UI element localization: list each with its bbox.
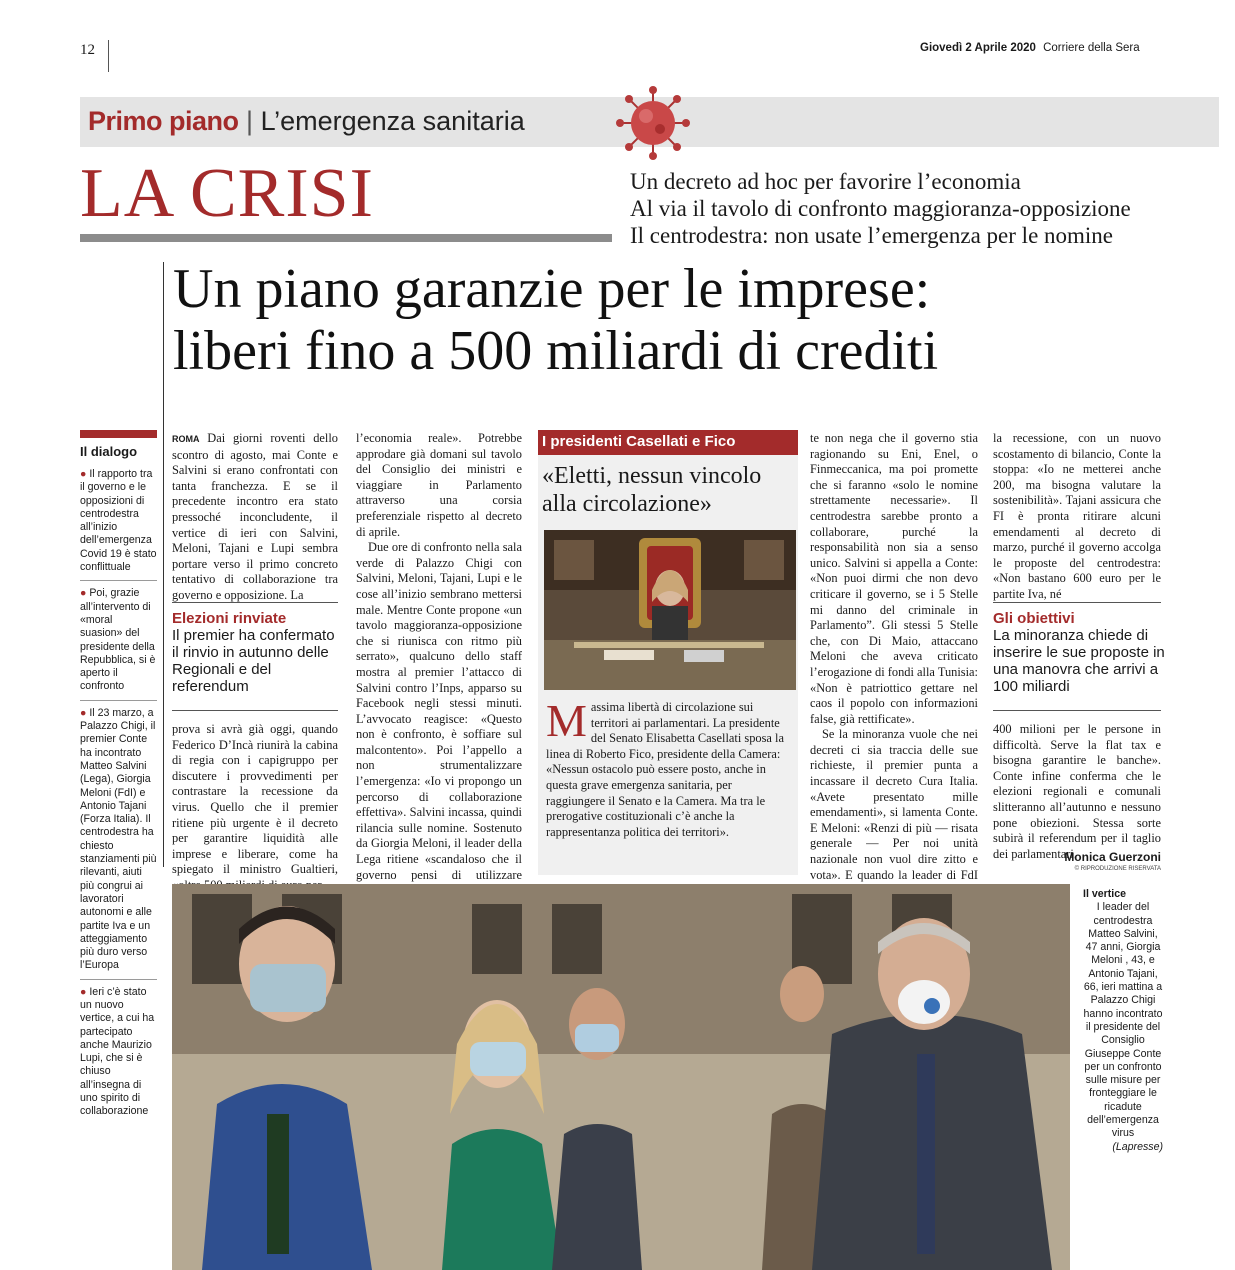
article-paragraph: Se la minoranza vuole che nei decreti ci sia traccia delle sue richieste, il premier punta a incassare il decreto Cura Italia. «Avete presentato mille emendamenti», si lamenta Conte. E Meloni: «Renzi di più — risata generale — Per noi unità nazionale non vuol dire zitto e vota». E quando la leader di FdI <box>810 727 978 882</box>
article-text: prova si avrà già oggi, quando Federico D’Incà riunirà la cabina di regia con i capigruppo per discutere i provvedimenti per contrastare la recessione da virus. Quello che il premier ritiene più urgente è il decreto per garantire liquidità alle imprese e liberare, come ha spiegato il ministro Gualtieri, <box>172 722 338 877</box>
sidebar-item <box>80 986 157 1125</box>
header-date <box>920 42 1140 54</box>
bullet-icon: ● <box>80 985 87 998</box>
sidebar-item-text: Poi, grazie all’intervento di «moral suasion» del presidente della Repubblica, si è aperto il confronto <box>80 587 156 693</box>
box-obiettivi <box>993 610 1165 695</box>
inset-box <box>538 430 798 875</box>
rights-notice: © RIPRODUZIONE RISERVATA <box>1074 866 1161 872</box>
photo-caption <box>1083 888 1163 1154</box>
dropcap: M <box>546 695 587 746</box>
headline-rule <box>163 262 164 867</box>
sidebar-item-text: Il 23 marzo, a Palazzo Chigi, il premier Conte ha incontrato Matteo Salvini (Lega), Giorgia Meloni (FdI) e Antonio Tajani (Forza Italia). Il centrodestra ha chiesto stanziamenti più rilevanti, aiuti più congrui ai lavoratori autonomi e alle partite Iva e un atteggiamento più duro verso l’Europa <box>80 706 157 972</box>
inset-title: «Eletti, nessun vincolo alla circolazione» <box>542 463 762 517</box>
virus-icon <box>612 85 694 161</box>
sidebar-item-text: Il rapporto tra il governo e le opposizioni di centrodestra all’inizio dell’emergenza Covid 19 è stato conflittuale <box>80 468 157 574</box>
bullet-icon: ● <box>80 468 87 480</box>
dateline: ROMA <box>172 434 200 444</box>
article-column-5b <box>993 722 1161 862</box>
headline <box>173 258 938 382</box>
box-elezioni <box>172 610 342 695</box>
section-separator: | <box>246 106 254 136</box>
box2-rule-bottom <box>993 710 1161 711</box>
section-topic: L’emergenza sanitaria <box>260 106 525 136</box>
page-number: 12 <box>80 42 95 58</box>
inset-kicker: I presidenti Casellati e Fico <box>538 430 798 455</box>
sidebar-list <box>80 468 157 1131</box>
kicker-underline <box>80 234 612 242</box>
article-column-1b <box>172 722 338 894</box>
article-paragraph: l’economia reale». Potrebbe approdare già domani sul tavolo del Consiglio dei ministri e viaggiare in Parlamento attraverso una corsia preferenziale rispetto al decreto di aprile. <box>356 431 522 539</box>
date-text: Giovedì 2 Aprile 2020 <box>920 42 1036 54</box>
headline-line-2: liberi fino a 500 miliardi di crediti <box>173 320 939 382</box>
box-title: Elezioni rinviate <box>172 610 287 627</box>
inset-text: assima libertà di circolazione sui territori ai parlamentari. La presidente del Senato Elisabetta Casellati sposa la linea di Roberto Fico, presidente della Camera: «Nessun ostacolo può essere posto, anche in questa grave emergenza sanitaria, per raggiungere il Senato e la Camera. Ma tra le prerogative costituzionali c’è anche la rappresentanza politica dei territori». <box>546 700 784 839</box>
sidebar-item <box>80 707 157 980</box>
article-text: 400 milioni per le persone in difficoltà. Serve la flat tax e bisogna garantire le banche». Conte infine conferma che le elezioni regionali e comunali slitteranno all’autunno e nessuno pone obiezioni. Stessa sorte subirà il referendum per il taglio dei parlamentari. <box>993 722 1161 861</box>
header-divider <box>108 40 109 72</box>
paper-name: Corriere della Sera <box>1043 42 1140 54</box>
article-column-2 <box>356 431 522 914</box>
article-column-1a <box>172 431 338 604</box>
box-text: Il premier ha confermato il rinvio in autunno delle Regionali e del referendum <box>172 627 335 695</box>
article-column-5a <box>993 431 1161 603</box>
kicker-line-3: Il centrodestra: non usate l’emergenza per le nomine <box>630 223 1114 248</box>
section-label: Primo piano <box>88 106 239 136</box>
sidebar-item-text: Ieri c’è stato un nuovo vertice, a cui ha partecipato anche Maurizio Lupi, che si è chiuso all’insegna di uno spirito di collaborazione <box>80 985 155 1118</box>
caption-credit: (Lapresse) <box>1112 1140 1163 1153</box>
bullet-icon: ● <box>80 706 87 719</box>
headline-line-1: Un piano garanzie per le imprese: <box>173 258 931 320</box>
kicker-lines <box>630 168 1131 249</box>
article-column-4 <box>810 431 978 914</box>
sidebar-item <box>80 587 157 700</box>
caption-text: I leader del centrodestra Matteo Salvini, 47 anni, Giorgia Meloni , 43, e Antonio Tajani, 66, ieri mattina a Palazzo Chigi hanno incontrato il presidente del Consiglio Giuseppe Conte per un confronto sulle misure per fronteggiare le ricadute dell’emergenza virus <box>1083 901 1163 1140</box>
box1-rule <box>172 602 338 603</box>
inset-text-block <box>538 690 798 840</box>
inset-photo <box>544 530 796 690</box>
kicker-title: LA CRISI <box>80 155 374 232</box>
caption-title: Il vertice <box>1083 888 1126 900</box>
box-text: La minoranza chiede di inserire le sue proposte in una manovra che arrivi a 100 miliardi <box>993 627 1165 695</box>
sidebar-title: Il dialogo <box>80 444 138 459</box>
sidebar-item <box>80 468 157 581</box>
main-photo <box>172 884 1070 1270</box>
kicker-line-2: Al via il tavolo di confronto maggioranza-opposizione <box>630 196 1131 221</box>
article-paragraph: te non nega che il governo stia ragionando su Eni, Enel, o Finmeccanica, ma poi promette che si faranno «solo le nomine strettamente necessarie». Il centrodestra sarebbe pronto a collaborare, purché la responsabilità non sia a senso unico. Salvini si appella a Conte: «Non puoi dirmi che non devo criticare il governo, se i 5 Stelle mi danno del criminale in Parlamento”. Gli stessi 5 Stelle che, con Di Maio, attaccano Meloni che aveva criticato l’erogazione di fondi alla Tunisia: «Non è patriottico gettare nel caos il popolo con informazioni false, già rettificate». <box>810 431 978 726</box>
kicker-line-1: Un decreto ad hoc per favorire l’economia <box>630 169 1021 194</box>
author: Monica Guerzoni <box>1064 850 1161 864</box>
article-text: Dai giorni roventi dello scontro di agosto, mai Conte e Salvini si erano confrontati con tanta franchezza. E se il precedente incontro era stato pressoché inconcludente, il vertice di ieri con Salvini, Meloni, Tajani e Lupi sembra portare verso il primo concreto tentativo di collaborazione tra governo e opposizione. La <box>172 431 338 602</box>
bullet-icon: ● <box>80 587 87 600</box>
section-label-row <box>88 106 525 137</box>
box2-rule <box>993 602 1161 603</box>
box1-rule-bottom <box>172 710 338 711</box>
box-title: Gli obiettivi <box>993 610 1075 627</box>
article-paragraph: Due ore di confronto nella sala verde di Palazzo Chigi con Salvini, Meloni, Tajani, Lupi e le cose all’inizio sembrano mettersi male. Mentre Conte propone «un tavolo maggioranza-opposizione che si riunisca con ritmo più serrato», qualcuno dello staff mostra al premier l’attacco di Salvini contro l’Inps, apparso su Facebook negli stessi minuti. L’avvocato reagisce: «Questo non è confronto, è soffiare sul malcontento». Poi l’appello a non strumentalizzare l’emergenza: «Io vi propongo un percorso di collaborazione effettiva». Salvini incassa, quindi rilancia sulle nomine. Sostenuto da Giorgia Meloni, il leader della Lega ritiene «scandaloso che il governo pensi di utilizzare <box>356 540 522 882</box>
article-text: la recessione, con un nuovo scostamento di bilancio, Conte la stoppa: «Io ne metterei anche 200, ma bisogna valutare la sostenibilità». Tajani assicura che FI è pronta ritirare alcuni emendamenti al decreto di marzo, purché il governo accolga le proposte del centrodestra: «Non bastano 600 euro per le partite Iva, né <box>993 431 1161 601</box>
sidebar-bar <box>80 430 157 438</box>
